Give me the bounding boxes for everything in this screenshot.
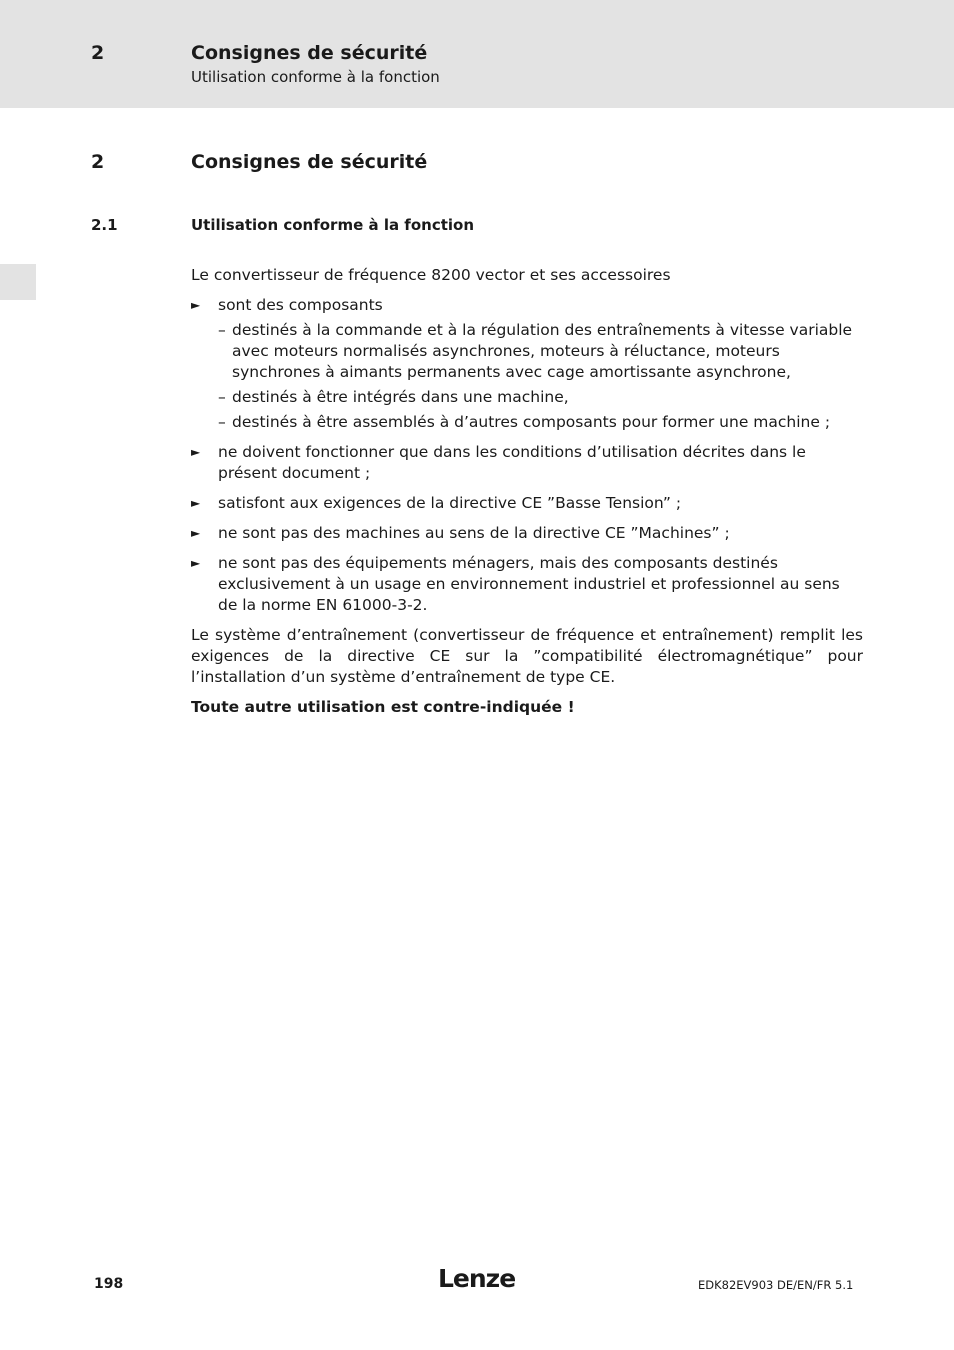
usage-warning-note: Toute autre utilisation est contre-indiquée !	[191, 698, 575, 716]
dash-list	[218, 320, 863, 433]
list-item	[191, 442, 863, 484]
bullet-text: sont des composants	[218, 296, 383, 314]
bullet-arrow-icon: ►	[191, 556, 201, 570]
bullet-text: ne sont pas des équipements ménagers, mais des composants destinés exclusivement à un usage en environnement industriel et professionnel au sens de la norme EN 61000-3-2.	[218, 554, 840, 614]
dash-text: destinés à être assemblés à d’autres composants pour former une machine ;	[232, 413, 831, 431]
dash-item	[218, 320, 863, 383]
bullet-arrow-icon: ►	[191, 526, 201, 540]
bullet-arrow-icon: ►	[191, 496, 201, 510]
header-chapter-title: Consignes de sécurité	[191, 42, 428, 64]
intro-text: Le convertisseur de fréquence 8200 vector et ses accessoires	[191, 266, 671, 284]
dash-marker: –	[218, 388, 226, 406]
lenze-logo: Lenze	[438, 1264, 516, 1293]
header-chapter-number: 2	[91, 42, 105, 64]
subsection-number: 2.1	[91, 216, 118, 234]
header-subtitle: Utilisation conforme à la fonction	[191, 68, 440, 86]
list-item	[191, 493, 863, 514]
dash-text: destinés à être intégrés dans une machine,	[232, 388, 569, 406]
bullet-text: ne doivent fonctionner que dans les conditions d’utilisation décrites dans le présent document ;	[218, 443, 806, 482]
list-item	[191, 523, 863, 544]
dash-marker: –	[218, 413, 226, 431]
chapter-side-tab	[0, 264, 36, 300]
dash-item	[218, 387, 863, 408]
list-item	[191, 553, 863, 616]
list-item	[191, 295, 863, 433]
bullet-arrow-icon: ►	[191, 298, 201, 312]
system-paragraph: Le système d’entraînement (convertisseur de fréquence et entraînement) remplit les exigences de la directive CE sur la ”compatibilité électromagnétique” pour l’installation d’un système d’entraînement de type CE.	[191, 626, 863, 686]
main-content	[191, 265, 863, 727]
document-code: EDK82EV903 DE/EN/FR 5.1	[698, 1278, 854, 1292]
bullet-text: ne sont pas des machines au sens de la directive CE ”Machines” ;	[218, 524, 730, 542]
bullet-text: satisfont aux exigences de la directive CE ”Basse Tension” ;	[218, 494, 682, 512]
bullet-arrow-icon: ►	[191, 445, 201, 459]
dash-text: destinés à la commande et à la régulation des entraînements à vitesse variable avec moteurs normalisés asynchrones, moteurs à réluctance, moteurs synchrones à aimants permanents avec cage amortissante asynchrone,	[232, 321, 853, 381]
page-number: 198	[94, 1276, 124, 1292]
section-title: Consignes de sécurité	[191, 151, 428, 173]
bullet-list	[191, 295, 863, 616]
header-band	[0, 0, 954, 108]
dash-marker: –	[218, 321, 226, 339]
subsection-title: Utilisation conforme à la fonction	[191, 216, 475, 234]
dash-item	[218, 412, 863, 433]
section-number: 2	[91, 151, 105, 173]
